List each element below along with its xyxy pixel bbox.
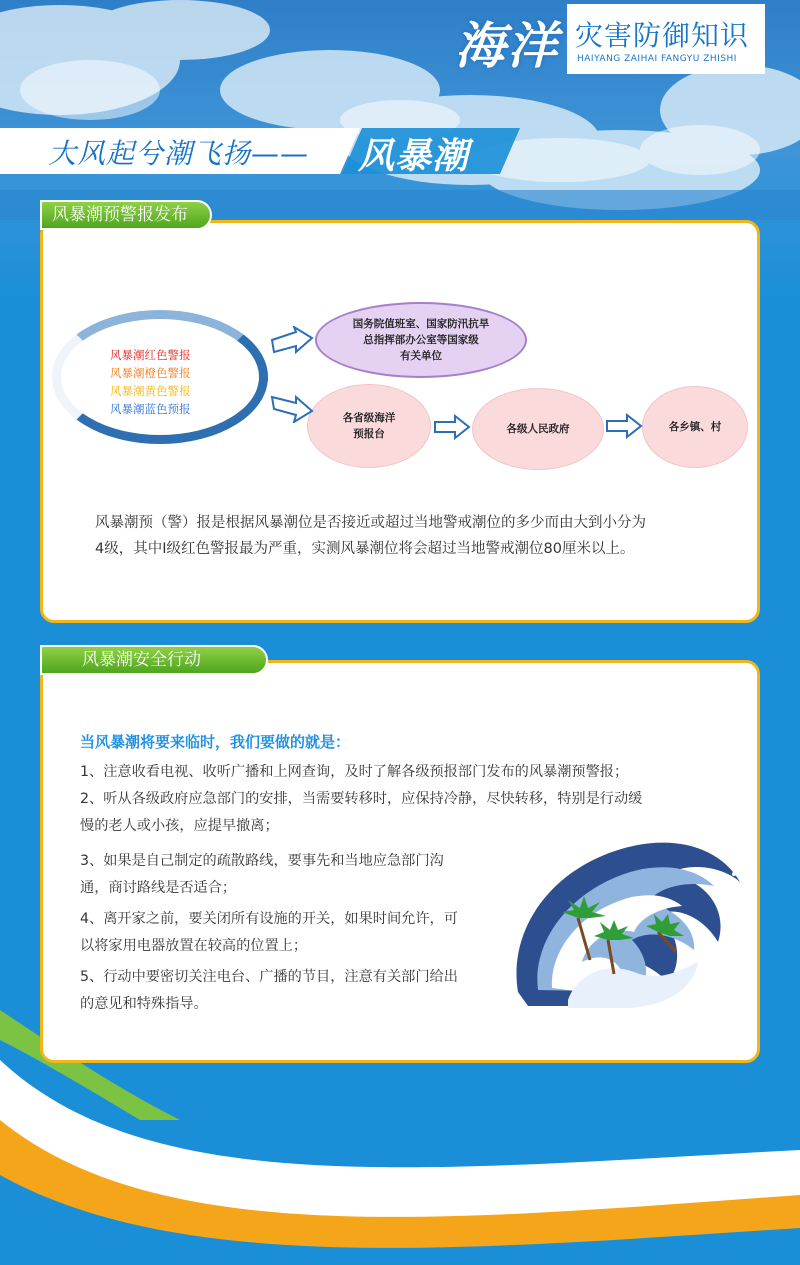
- list-item: 1、注意收看电视、收听广播和上网查询，及时了解各级预报部门发布的风暴潮预警报；: [80, 764, 629, 780]
- level-red: 风暴潮红色警报: [110, 348, 191, 362]
- node-province-forecast: 各省级海洋 预报台: [307, 384, 431, 468]
- list-item: 5、行动中要密切关注电台、广播的节目，注意有关部门给出 的意见和特殊指导。: [80, 969, 458, 1012]
- node-town: 各乡镇、村: [642, 386, 748, 468]
- arrow-icon: [270, 395, 314, 423]
- list-item: 4、离开家之前，要关闭所有设施的开关，如果时间允许，可 以将家用电器放置在较高的位置上；: [80, 911, 458, 954]
- list-item: 2、听从各级政府应急部门的安排，当需要转移时，应保持冷静，尽快转移，特别是行动缓 慢的老人或小孩，应提早撤离；: [80, 791, 643, 834]
- banner-title: 大风起兮潮飞扬——: [48, 137, 310, 170]
- brand-title: 灾害防御知识: [575, 19, 750, 52]
- storm-wave-illustration: [508, 822, 748, 1012]
- arrow-icon: [270, 326, 314, 354]
- arrow-icon: [605, 413, 643, 439]
- arrow-icon: [433, 414, 471, 440]
- node-state-agencies: 国务院值班室、国家防汛抗旱 总指挥部办公室等国家级 有关单位: [315, 302, 527, 378]
- brand-big-text: 海洋: [455, 17, 559, 75]
- tab-safety-actions: 风暴潮安全行动: [40, 645, 268, 675]
- banner-accent: 风暴潮: [358, 136, 470, 177]
- tab-warning-release: 风暴潮预警报发布: [40, 200, 212, 230]
- list-item: 3、如果是自己制定的疏散路线，要事先和当地应急部门沟 通，商讨路线是否适合；: [80, 853, 444, 896]
- warning-description: 风暴潮预（警）报是根据风暴潮位是否接近或超过当地警戒潮位的多少而由大到小分为 4级，其中Ⅰ级红色警报最为严重，实测风暴潮位将会超过当地警戒潮位80厘米以上。: [95, 515, 646, 557]
- brand-pinyin: HAIYANG ZAIHAI FANGYU ZHISHI: [577, 54, 737, 64]
- level-yellow: 风暴潮黄色警报: [110, 384, 191, 398]
- node-government: 各级人民政府: [472, 388, 604, 470]
- brand-box: [567, 4, 765, 74]
- level-blue: 风暴潮蓝色预报: [110, 402, 191, 416]
- safety-lead: 当风暴潮将要来临时，我们要做的就是：: [80, 733, 351, 751]
- brand-header: [455, 4, 765, 74]
- warning-levels-list: [110, 346, 191, 418]
- level-orange: 风暴潮橙色警报: [110, 366, 191, 380]
